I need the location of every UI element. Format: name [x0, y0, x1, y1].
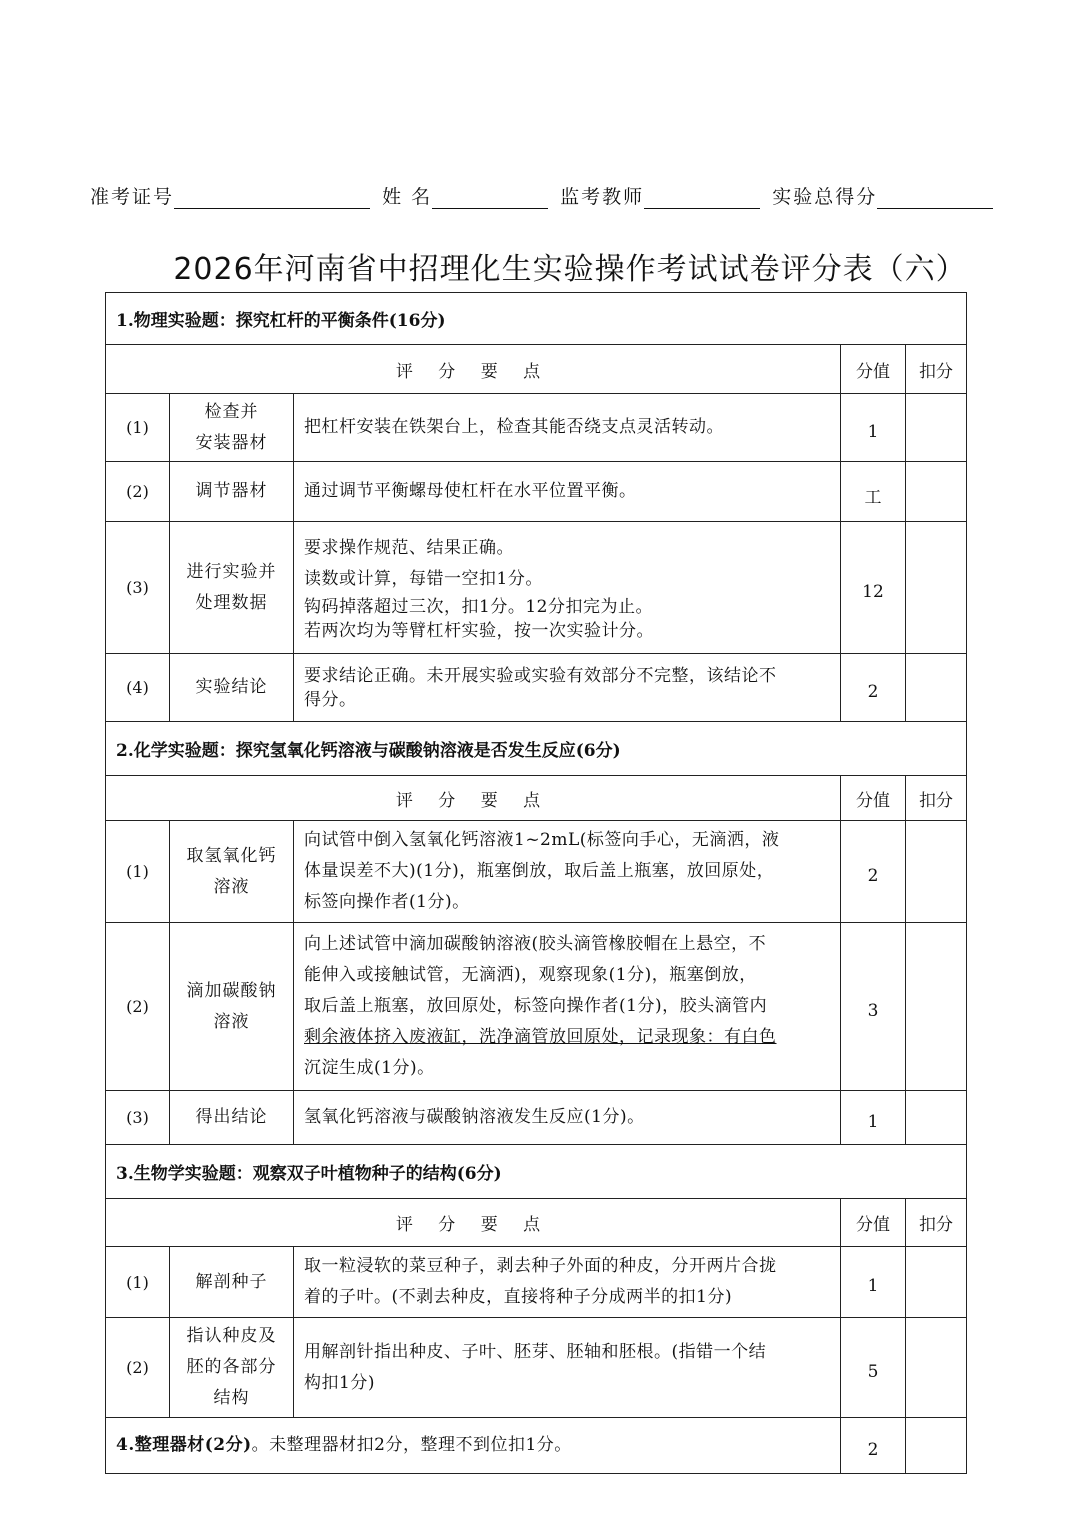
final-description	[106, 1418, 841, 1474]
proctor-blank[interactable]	[644, 190, 760, 209]
section-heading-row	[106, 1145, 967, 1199]
row-score: 5	[841, 1318, 906, 1418]
row-score: 3	[841, 923, 906, 1091]
deduct-cell[interactable]	[906, 394, 967, 462]
final-row	[106, 1418, 967, 1474]
col-deduct: 扣分	[906, 345, 967, 394]
row-score: 2	[841, 1418, 906, 1474]
row-number: (1)	[106, 1247, 170, 1318]
section-heading-row	[106, 722, 967, 776]
section-heading: 2.化学实验题：探究氢氧化钙溶液与碳酸钠溶液是否发生反应(6分)	[106, 722, 967, 776]
row-score: 12	[841, 522, 906, 654]
row-item: 解剖种子	[170, 1247, 294, 1318]
row-number: (1)	[106, 821, 170, 923]
row-description: 向上述试管中滴加碳酸钠溶液(胶头滴管橡胶帽在上悬空，不 能伸入或接触试管，无滴洒)，观察现象(1分)，瓶塞倒放， 取后盖上瓶塞，放回原处，标签向操作者(1分)，胶头滴管内 剩余液体挤入废液缸，洗净滴管放回原处，记录现象：有白色 沉淀生成(1分)。	[294, 923, 841, 1091]
row-description: 通过调节平衡螺母使杠杆在水平位置平衡。	[294, 462, 841, 522]
col-value: 分值	[841, 1199, 906, 1247]
deduct-cell[interactable]	[906, 1418, 967, 1474]
row-score: 1	[841, 1091, 906, 1145]
row-description: 用解剖针指出种皮、子叶、胚芽、胚轴和胚根。(指错一个结 构扣1分)	[294, 1318, 841, 1418]
row-item: 调节器材	[170, 462, 294, 522]
row-number: (2)	[106, 462, 170, 522]
exam-no-label: 准考证号	[90, 186, 175, 208]
col-value: 分值	[841, 776, 906, 821]
row-item: 滴加碳酸钠 溶液	[170, 923, 294, 1091]
deduct-cell[interactable]	[906, 923, 967, 1091]
section-heading: 3.生物学实验题：观察双子叶植物种子的结构(6分)	[106, 1145, 967, 1199]
row-description: 要求结论正确。未开展实验或实验有效部分不完整，该结论不 得分。	[294, 654, 841, 722]
col-deduct: 扣分	[906, 1199, 967, 1247]
col-value: 分值	[841, 345, 906, 394]
proctor-label: 监考教师	[560, 186, 645, 208]
table-row	[106, 394, 967, 462]
row-item: 检查并 安装器材	[170, 394, 294, 462]
col-points: 评 分 要 点	[106, 776, 841, 821]
deduct-cell[interactable]	[906, 654, 967, 722]
row-score: 工	[841, 462, 906, 522]
row-item: 取氢氧化钙 溶液	[170, 821, 294, 923]
row-number: (4)	[106, 654, 170, 722]
row-number: (3)	[106, 1091, 170, 1145]
table-row	[106, 923, 967, 1091]
name-blank[interactable]	[432, 190, 548, 209]
col-points: 评 分 要 点	[106, 1199, 841, 1247]
row-number: (1)	[106, 394, 170, 462]
row-score: 2	[841, 654, 906, 722]
row-item: 得出结论	[170, 1091, 294, 1145]
row-description: 把杠杆安装在铁架台上，检查其能否绕支点灵活转动。	[294, 394, 841, 462]
row-description: 取一粒浸软的菜豆种子，剥去种子外面的种皮，分开两片合拢 着的子叶。(不剥去种皮，直接将种子分成两半的扣1分)	[294, 1247, 841, 1318]
column-header-row	[106, 776, 967, 821]
row-description: 要求操作规范、结果正确。 读数或计算，每错一空扣1分。 钩码掉落超过三次，扣1分。12分扣完为止。 若两次均为等臂杠杆实验，按一次实验计分。	[294, 522, 841, 654]
row-score: 2	[841, 821, 906, 923]
col-deduct: 扣分	[906, 776, 967, 821]
name-label: 姓 名	[382, 186, 433, 208]
row-description: 氢氧化钙溶液与碳酸钠溶液发生反应(1分)。	[294, 1091, 841, 1145]
final-rule: 。未整理器材扣2分，整理不到位扣1分。	[251, 1435, 572, 1455]
deduct-cell[interactable]	[906, 522, 967, 654]
deduct-cell[interactable]	[906, 1091, 967, 1145]
exam-no-blank[interactable]	[174, 190, 370, 209]
deduct-cell[interactable]	[906, 821, 967, 923]
final-heading: 4.整理器材(2分)	[116, 1435, 252, 1455]
column-header-row	[106, 1199, 967, 1247]
row-item: 实验结论	[170, 654, 294, 722]
scoring-table	[105, 292, 967, 1474]
table-row	[106, 1091, 967, 1145]
row-item: 进行实验并 处理数据	[170, 522, 294, 654]
deduct-cell[interactable]	[906, 1318, 967, 1418]
row-score: 1	[841, 1247, 906, 1318]
deduct-cell[interactable]	[906, 462, 967, 522]
total-score-label: 实验总得分	[772, 186, 878, 208]
total-score-blank[interactable]	[877, 190, 993, 209]
table-row	[106, 522, 967, 654]
table-row	[106, 462, 967, 522]
exam-header-fields	[90, 182, 990, 209]
row-number: (3)	[106, 522, 170, 654]
table-row	[106, 1318, 967, 1418]
row-number: (2)	[106, 1318, 170, 1418]
row-score: 1	[841, 394, 906, 462]
section-heading-row	[106, 293, 967, 345]
table-row	[106, 821, 967, 923]
col-points: 评 分 要 点	[106, 345, 841, 394]
section-heading: 1.物理实验题：探究杠杆的平衡条件(16分)	[106, 293, 967, 345]
row-number: (2)	[106, 923, 170, 1091]
page-title: 2026年河南省中招理化生实验操作考试试卷评分表（六）	[173, 252, 967, 287]
row-item: 指认种皮及 胚的各部分 结构	[170, 1318, 294, 1418]
table-row	[106, 1247, 967, 1318]
column-header-row	[106, 345, 967, 394]
deduct-cell[interactable]	[906, 1247, 967, 1318]
table-row	[106, 654, 967, 722]
row-description: 向试管中倒入氢氧化钙溶液1~2mL(标签向手心，无滴洒，液 体量误差不大)(1分)，瓶塞倒放，取后盖上瓶塞，放回原处， 标签向操作者(1分)。	[294, 821, 841, 923]
